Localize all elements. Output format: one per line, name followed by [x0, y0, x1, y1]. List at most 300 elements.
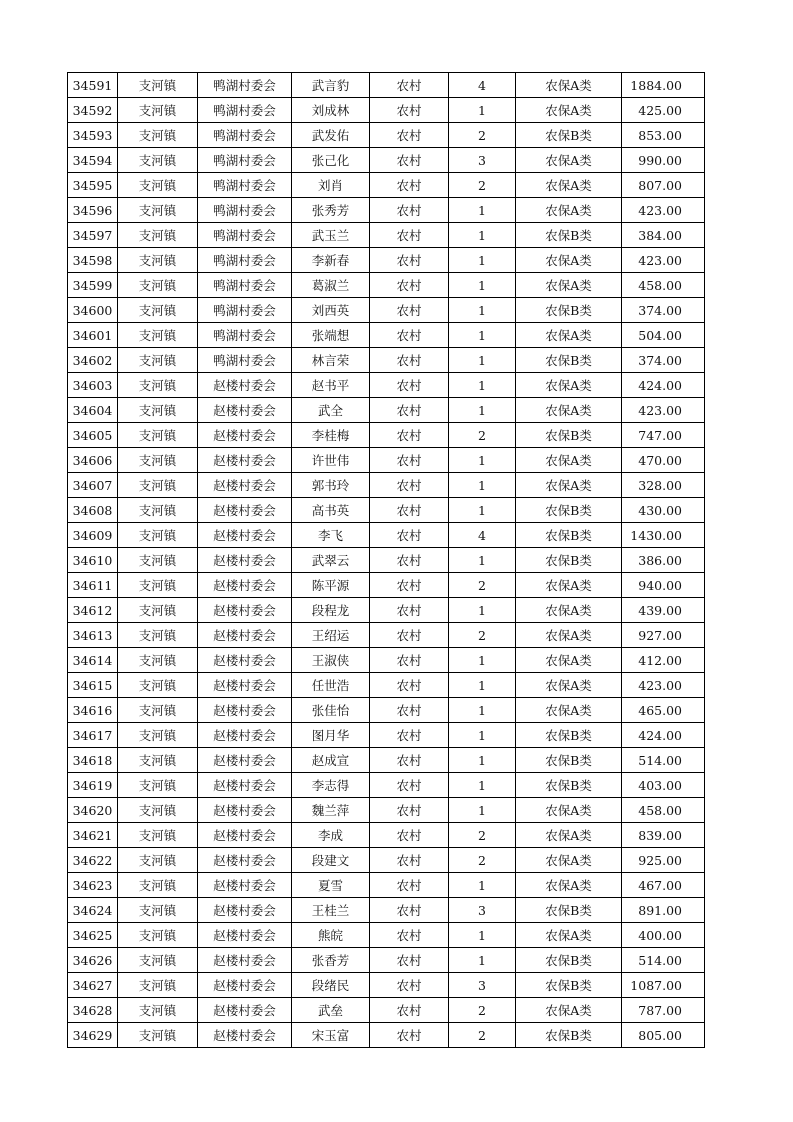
amount-cell: 424.00 — [622, 723, 705, 748]
household-count-cell: 1 — [449, 673, 516, 698]
household-count-cell: 1 — [449, 798, 516, 823]
town-cell: 支河镇 — [118, 148, 198, 173]
insurance-category-cell: 农保A类 — [516, 473, 622, 498]
town-cell: 支河镇 — [118, 673, 198, 698]
name-cell: 李新春 — [292, 248, 370, 273]
village-committee-cell: 赵楼村委会 — [198, 898, 292, 923]
residence-type-cell: 农村 — [370, 823, 449, 848]
record-id-cell: 34625 — [68, 923, 118, 948]
record-id-cell: 34615 — [68, 673, 118, 698]
household-count-cell: 1 — [449, 473, 516, 498]
table-row — [68, 148, 705, 173]
table-row — [68, 773, 705, 798]
insurance-category-cell: 农保A类 — [516, 98, 622, 123]
village-committee-cell: 赵楼村委会 — [198, 523, 292, 548]
record-id-cell: 34604 — [68, 398, 118, 423]
town-cell: 支河镇 — [118, 1023, 198, 1048]
record-id-cell: 34629 — [68, 1023, 118, 1048]
town-cell: 支河镇 — [118, 73, 198, 98]
town-cell: 支河镇 — [118, 723, 198, 748]
residence-type-cell: 农村 — [370, 423, 449, 448]
village-committee-cell: 赵楼村委会 — [198, 598, 292, 623]
record-id-cell: 34628 — [68, 998, 118, 1023]
name-cell: 王淑侠 — [292, 648, 370, 673]
amount-cell: 423.00 — [622, 673, 705, 698]
household-count-cell: 1 — [449, 373, 516, 398]
name-cell: 陈平源 — [292, 573, 370, 598]
town-cell: 支河镇 — [118, 398, 198, 423]
insurance-category-cell: 农保A类 — [516, 273, 622, 298]
residence-type-cell: 农村 — [370, 398, 449, 423]
village-committee-cell: 鸭湖村委会 — [198, 248, 292, 273]
town-cell: 支河镇 — [118, 898, 198, 923]
name-cell: 张端想 — [292, 323, 370, 348]
town-cell: 支河镇 — [118, 323, 198, 348]
insurance-category-cell: 农保A类 — [516, 698, 622, 723]
town-cell: 支河镇 — [118, 473, 198, 498]
table-row — [68, 523, 705, 548]
amount-cell: 423.00 — [622, 198, 705, 223]
village-committee-cell: 赵楼村委会 — [198, 398, 292, 423]
insurance-category-cell: 农保A类 — [516, 148, 622, 173]
record-id-cell: 34606 — [68, 448, 118, 473]
town-cell: 支河镇 — [118, 523, 198, 548]
household-count-cell: 2 — [449, 573, 516, 598]
town-cell: 支河镇 — [118, 373, 198, 398]
amount-cell: 458.00 — [622, 273, 705, 298]
amount-cell: 467.00 — [622, 873, 705, 898]
amount-cell: 470.00 — [622, 448, 705, 473]
name-cell: 刘肖 — [292, 173, 370, 198]
insurance-category-cell: 农保B类 — [516, 898, 622, 923]
table-row — [68, 73, 705, 98]
residence-type-cell: 农村 — [370, 348, 449, 373]
record-id-cell: 34612 — [68, 598, 118, 623]
insurance-category-cell: 农保A类 — [516, 373, 622, 398]
record-id-cell: 34592 — [68, 98, 118, 123]
residence-type-cell: 农村 — [370, 98, 449, 123]
amount-cell: 1884.00 — [622, 73, 705, 98]
amount-cell: 439.00 — [622, 598, 705, 623]
amount-cell: 386.00 — [622, 548, 705, 573]
amount-cell: 384.00 — [622, 223, 705, 248]
household-count-cell: 1 — [449, 648, 516, 673]
table-row — [68, 748, 705, 773]
amount-cell: 374.00 — [622, 298, 705, 323]
village-committee-cell: 鸭湖村委会 — [198, 73, 292, 98]
record-id-cell: 34608 — [68, 498, 118, 523]
town-cell: 支河镇 — [118, 573, 198, 598]
amount-cell: 423.00 — [622, 398, 705, 423]
table-row — [68, 823, 705, 848]
town-cell: 支河镇 — [118, 548, 198, 573]
amount-cell: 403.00 — [622, 773, 705, 798]
record-id-cell: 34594 — [68, 148, 118, 173]
household-count-cell: 2 — [449, 173, 516, 198]
record-id-cell: 34614 — [68, 648, 118, 673]
name-cell: 李成 — [292, 823, 370, 848]
residence-type-cell: 农村 — [370, 723, 449, 748]
insurance-category-cell: 农保A类 — [516, 448, 622, 473]
amount-cell: 747.00 — [622, 423, 705, 448]
table-row — [68, 1023, 705, 1048]
record-id-cell: 34599 — [68, 273, 118, 298]
table-row — [68, 973, 705, 998]
town-cell: 支河镇 — [118, 173, 198, 198]
amount-cell: 805.00 — [622, 1023, 705, 1048]
household-count-cell: 1 — [449, 98, 516, 123]
table-row — [68, 698, 705, 723]
table-row — [68, 923, 705, 948]
household-count-cell: 4 — [449, 523, 516, 548]
residence-type-cell: 农村 — [370, 323, 449, 348]
residence-type-cell: 农村 — [370, 748, 449, 773]
amount-cell: 925.00 — [622, 848, 705, 873]
record-id-cell: 34602 — [68, 348, 118, 373]
name-cell: 张香芳 — [292, 948, 370, 973]
residence-type-cell: 农村 — [370, 248, 449, 273]
amount-cell: 412.00 — [622, 648, 705, 673]
household-count-cell: 1 — [449, 298, 516, 323]
insurance-category-cell: 农保B类 — [516, 723, 622, 748]
village-committee-cell: 赵楼村委会 — [198, 773, 292, 798]
insurance-category-cell: 农保A类 — [516, 198, 622, 223]
table-row — [68, 273, 705, 298]
residence-type-cell: 农村 — [370, 198, 449, 223]
village-committee-cell: 鸭湖村委会 — [198, 348, 292, 373]
name-cell: 武发佑 — [292, 123, 370, 148]
insurance-category-cell: 农保B类 — [516, 973, 622, 998]
residence-type-cell: 农村 — [370, 473, 449, 498]
record-id-cell: 34607 — [68, 473, 118, 498]
name-cell: 张佳怡 — [292, 698, 370, 723]
village-committee-cell: 鸭湖村委会 — [198, 323, 292, 348]
village-committee-cell: 赵楼村委会 — [198, 948, 292, 973]
name-cell: 任世浩 — [292, 673, 370, 698]
insurance-category-cell: 农保B类 — [516, 773, 622, 798]
table-row — [68, 173, 705, 198]
household-count-cell: 1 — [449, 723, 516, 748]
insurance-category-cell: 农保B类 — [516, 123, 622, 148]
insurance-category-cell: 农保B类 — [516, 1023, 622, 1048]
insurance-category-cell: 农保A类 — [516, 848, 622, 873]
village-committee-cell: 赵楼村委会 — [198, 648, 292, 673]
name-cell: 武垒 — [292, 998, 370, 1023]
table-row — [68, 223, 705, 248]
residence-type-cell: 农村 — [370, 998, 449, 1023]
insurance-category-cell: 农保A类 — [516, 798, 622, 823]
household-count-cell: 2 — [449, 1023, 516, 1048]
residence-type-cell: 农村 — [370, 673, 449, 698]
record-id-cell: 34620 — [68, 798, 118, 823]
amount-cell: 504.00 — [622, 323, 705, 348]
record-id-cell: 34605 — [68, 423, 118, 448]
amount-cell: 423.00 — [622, 248, 705, 273]
household-count-cell: 1 — [449, 248, 516, 273]
record-id-cell: 34611 — [68, 573, 118, 598]
table-row — [68, 623, 705, 648]
name-cell: 葛淑兰 — [292, 273, 370, 298]
residence-type-cell: 农村 — [370, 373, 449, 398]
name-cell: 熊皖 — [292, 923, 370, 948]
village-committee-cell: 鸭湖村委会 — [198, 123, 292, 148]
household-count-cell: 2 — [449, 823, 516, 848]
amount-cell: 374.00 — [622, 348, 705, 373]
name-cell: 李飞 — [292, 523, 370, 548]
table-row — [68, 548, 705, 573]
household-count-cell: 3 — [449, 148, 516, 173]
village-committee-cell: 赵楼村委会 — [198, 973, 292, 998]
household-count-cell: 1 — [449, 773, 516, 798]
name-cell: 林言荣 — [292, 348, 370, 373]
name-cell: 李桂梅 — [292, 423, 370, 448]
household-count-cell: 1 — [449, 398, 516, 423]
insurance-category-cell: 农保A类 — [516, 398, 622, 423]
residence-type-cell: 农村 — [370, 1023, 449, 1048]
town-cell: 支河镇 — [118, 298, 198, 323]
town-cell: 支河镇 — [118, 973, 198, 998]
name-cell: 王桂兰 — [292, 898, 370, 923]
town-cell: 支河镇 — [118, 773, 198, 798]
name-cell: 赵成宣 — [292, 748, 370, 773]
table-row — [68, 298, 705, 323]
amount-cell: 514.00 — [622, 748, 705, 773]
household-count-cell: 1 — [449, 273, 516, 298]
village-committee-cell: 鸭湖村委会 — [198, 198, 292, 223]
amount-cell: 1087.00 — [622, 973, 705, 998]
village-committee-cell: 赵楼村委会 — [198, 823, 292, 848]
table-row — [68, 648, 705, 673]
name-cell: 段绪民 — [292, 973, 370, 998]
town-cell: 支河镇 — [118, 598, 198, 623]
insurance-category-cell: 农保A类 — [516, 823, 622, 848]
table-row — [68, 348, 705, 373]
town-cell: 支河镇 — [118, 98, 198, 123]
amount-cell: 514.00 — [622, 948, 705, 973]
village-committee-cell: 赵楼村委会 — [198, 923, 292, 948]
village-committee-cell: 赵楼村委会 — [198, 723, 292, 748]
record-id-cell: 34623 — [68, 873, 118, 898]
household-count-cell: 2 — [449, 123, 516, 148]
residence-type-cell: 农村 — [370, 173, 449, 198]
table-row — [68, 598, 705, 623]
village-committee-cell: 赵楼村委会 — [198, 873, 292, 898]
allowance-table — [67, 72, 705, 1048]
insurance-category-cell: 农保B类 — [516, 423, 622, 448]
town-cell: 支河镇 — [118, 223, 198, 248]
residence-type-cell: 农村 — [370, 548, 449, 573]
town-cell: 支河镇 — [118, 498, 198, 523]
table-row — [68, 873, 705, 898]
residence-type-cell: 农村 — [370, 923, 449, 948]
name-cell: 武玉兰 — [292, 223, 370, 248]
record-id-cell: 34616 — [68, 698, 118, 723]
amount-cell: 839.00 — [622, 823, 705, 848]
insurance-category-cell: 农保B类 — [516, 948, 622, 973]
residence-type-cell: 农村 — [370, 948, 449, 973]
village-committee-cell: 鸭湖村委会 — [198, 98, 292, 123]
household-count-cell: 1 — [449, 948, 516, 973]
insurance-category-cell: 农保B类 — [516, 348, 622, 373]
residence-type-cell: 农村 — [370, 798, 449, 823]
town-cell: 支河镇 — [118, 798, 198, 823]
insurance-category-cell: 农保A类 — [516, 873, 622, 898]
insurance-category-cell: 农保B类 — [516, 298, 622, 323]
insurance-category-cell: 农保A类 — [516, 923, 622, 948]
household-count-cell: 2 — [449, 623, 516, 648]
residence-type-cell: 农村 — [370, 123, 449, 148]
household-count-cell: 1 — [449, 923, 516, 948]
village-committee-cell: 赵楼村委会 — [198, 1023, 292, 1048]
town-cell: 支河镇 — [118, 648, 198, 673]
record-id-cell: 34618 — [68, 748, 118, 773]
amount-cell: 927.00 — [622, 623, 705, 648]
insurance-category-cell: 农保A类 — [516, 648, 622, 673]
town-cell: 支河镇 — [118, 698, 198, 723]
residence-type-cell: 农村 — [370, 848, 449, 873]
insurance-category-cell: 农保A类 — [516, 173, 622, 198]
table-row — [68, 373, 705, 398]
amount-cell: 990.00 — [622, 148, 705, 173]
insurance-category-cell: 农保A类 — [516, 73, 622, 98]
residence-type-cell: 农村 — [370, 698, 449, 723]
town-cell: 支河镇 — [118, 848, 198, 873]
village-committee-cell: 鸭湖村委会 — [198, 173, 292, 198]
record-id-cell: 34617 — [68, 723, 118, 748]
household-count-cell: 1 — [449, 448, 516, 473]
name-cell: 魏兰萍 — [292, 798, 370, 823]
name-cell: 张秀芳 — [292, 198, 370, 223]
residence-type-cell: 农村 — [370, 148, 449, 173]
household-count-cell: 1 — [449, 873, 516, 898]
village-committee-cell: 赵楼村委会 — [198, 998, 292, 1023]
table-row — [68, 998, 705, 1023]
table-row — [68, 723, 705, 748]
town-cell: 支河镇 — [118, 348, 198, 373]
record-id-cell: 34603 — [68, 373, 118, 398]
town-cell: 支河镇 — [118, 448, 198, 473]
village-committee-cell: 赵楼村委会 — [198, 848, 292, 873]
table-body — [68, 73, 705, 1048]
record-id-cell: 34613 — [68, 623, 118, 648]
amount-cell: 424.00 — [622, 373, 705, 398]
village-committee-cell: 赵楼村委会 — [198, 448, 292, 473]
insurance-category-cell: 农保A类 — [516, 248, 622, 273]
household-count-cell: 1 — [449, 223, 516, 248]
name-cell: 武翠云 — [292, 548, 370, 573]
amount-cell: 853.00 — [622, 123, 705, 148]
name-cell: 刘西英 — [292, 298, 370, 323]
table-row — [68, 948, 705, 973]
amount-cell: 465.00 — [622, 698, 705, 723]
village-committee-cell: 赵楼村委会 — [198, 698, 292, 723]
household-count-cell: 1 — [449, 348, 516, 373]
town-cell: 支河镇 — [118, 623, 198, 648]
amount-cell: 787.00 — [622, 998, 705, 1023]
village-committee-cell: 鸭湖村委会 — [198, 148, 292, 173]
household-count-cell: 1 — [449, 698, 516, 723]
residence-type-cell: 农村 — [370, 448, 449, 473]
amount-cell: 425.00 — [622, 98, 705, 123]
household-count-cell: 2 — [449, 998, 516, 1023]
household-count-cell: 1 — [449, 548, 516, 573]
insurance-category-cell: 农保B类 — [516, 748, 622, 773]
household-count-cell: 2 — [449, 423, 516, 448]
name-cell: 张己化 — [292, 148, 370, 173]
village-committee-cell: 鸭湖村委会 — [198, 273, 292, 298]
town-cell: 支河镇 — [118, 198, 198, 223]
name-cell: 王绍运 — [292, 623, 370, 648]
village-committee-cell: 赵楼村委会 — [198, 623, 292, 648]
residence-type-cell: 农村 — [370, 598, 449, 623]
name-cell: 段建文 — [292, 848, 370, 873]
insurance-category-cell: 农保A类 — [516, 573, 622, 598]
table-row — [68, 398, 705, 423]
town-cell: 支河镇 — [118, 823, 198, 848]
residence-type-cell: 农村 — [370, 223, 449, 248]
table-row — [68, 673, 705, 698]
residence-type-cell: 农村 — [370, 498, 449, 523]
record-id-cell: 34596 — [68, 198, 118, 223]
amount-cell: 328.00 — [622, 473, 705, 498]
name-cell: 武言豹 — [292, 73, 370, 98]
residence-type-cell: 农村 — [370, 73, 449, 98]
town-cell: 支河镇 — [118, 948, 198, 973]
table-row — [68, 473, 705, 498]
record-id-cell: 34622 — [68, 848, 118, 873]
record-id-cell: 34591 — [68, 73, 118, 98]
village-committee-cell: 鸭湖村委会 — [198, 298, 292, 323]
insurance-category-cell: 农保A类 — [516, 598, 622, 623]
village-committee-cell: 赵楼村委会 — [198, 798, 292, 823]
insurance-category-cell: 农保A类 — [516, 673, 622, 698]
town-cell: 支河镇 — [118, 923, 198, 948]
record-id-cell: 34621 — [68, 823, 118, 848]
name-cell: 赵书平 — [292, 373, 370, 398]
insurance-category-cell: 农保A类 — [516, 998, 622, 1023]
village-committee-cell: 赵楼村委会 — [198, 473, 292, 498]
record-id-cell: 34593 — [68, 123, 118, 148]
insurance-category-cell: 农保B类 — [516, 498, 622, 523]
household-count-cell: 1 — [449, 198, 516, 223]
residence-type-cell: 农村 — [370, 973, 449, 998]
record-id-cell: 34619 — [68, 773, 118, 798]
town-cell: 支河镇 — [118, 998, 198, 1023]
table-row — [68, 98, 705, 123]
amount-cell: 458.00 — [622, 798, 705, 823]
residence-type-cell: 农村 — [370, 573, 449, 598]
household-count-cell: 4 — [449, 73, 516, 98]
name-cell: 段程龙 — [292, 598, 370, 623]
village-committee-cell: 赵楼村委会 — [198, 748, 292, 773]
village-committee-cell: 赵楼村委会 — [198, 373, 292, 398]
record-id-cell: 34601 — [68, 323, 118, 348]
household-count-cell: 1 — [449, 598, 516, 623]
name-cell: 图月华 — [292, 723, 370, 748]
village-committee-cell: 赵楼村委会 — [198, 673, 292, 698]
table-row — [68, 198, 705, 223]
residence-type-cell: 农村 — [370, 773, 449, 798]
table-row — [68, 123, 705, 148]
town-cell: 支河镇 — [118, 273, 198, 298]
name-cell: 李志得 — [292, 773, 370, 798]
town-cell: 支河镇 — [118, 248, 198, 273]
village-committee-cell: 赵楼村委会 — [198, 548, 292, 573]
village-committee-cell: 鸭湖村委会 — [198, 223, 292, 248]
record-id-cell: 34597 — [68, 223, 118, 248]
insurance-category-cell: 农保B类 — [516, 223, 622, 248]
household-count-cell: 3 — [449, 898, 516, 923]
